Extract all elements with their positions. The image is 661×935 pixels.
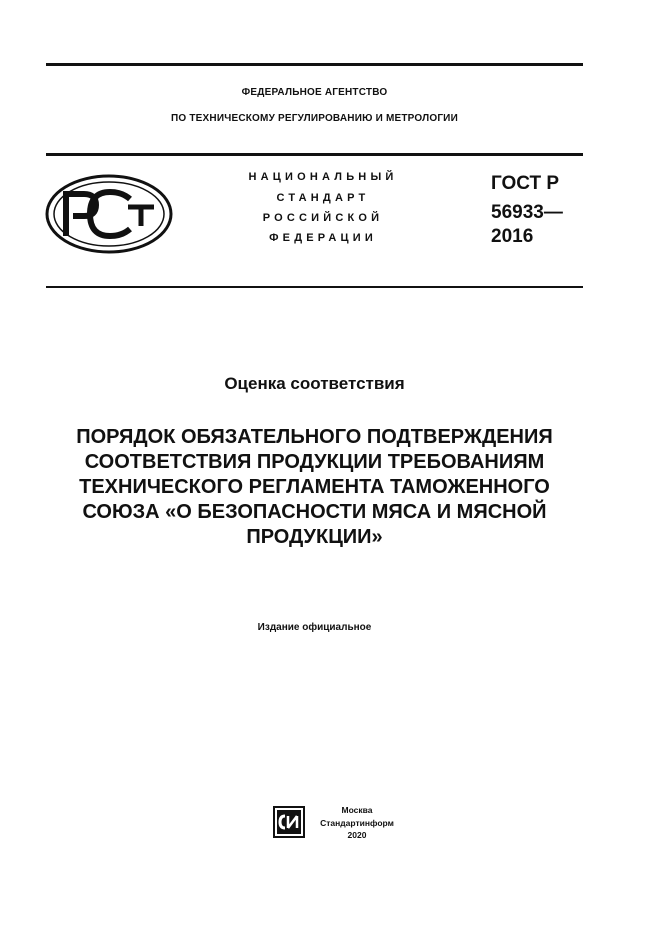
standard-code-line-1: ГОСТ Р xyxy=(491,173,560,194)
publisher-city: Москва xyxy=(341,805,373,815)
top-rule xyxy=(46,63,583,66)
standard-type-line-2: СТАНДАРТ xyxy=(276,192,370,204)
standard-code-line-2: 56933— xyxy=(491,202,563,223)
document-title xyxy=(30,425,599,550)
title-line: СОЮЗА «О БЕЗОПАСНОСТИ МЯСА И МЯСНОЙ xyxy=(82,501,547,523)
standartinform-logo-icon xyxy=(273,806,305,838)
lower-rule xyxy=(46,286,583,288)
standard-type-line-4: ФЕДЕРАЦИИ xyxy=(269,232,377,244)
publisher-name: Стандартинформ xyxy=(320,818,394,828)
agency-line-2: ПО ТЕХНИЧЕСКОМУ РЕГУЛИРОВАНИЮ И МЕТРОЛОГИИ xyxy=(171,113,458,124)
standard-code-line-3: 2016 xyxy=(491,226,534,247)
title-line: ПРОДУКЦИИ» xyxy=(246,526,383,548)
middle-rule xyxy=(46,153,583,156)
standard-type-line-3: РОССИЙСКОЙ xyxy=(262,212,384,224)
rst-certification-logo-icon xyxy=(44,174,174,254)
document-subtitle: Оценка соответствия xyxy=(224,374,405,393)
title-line: ПОРЯДОК ОБЯЗАТЕЛЬНОГО ПОДТВЕРЖДЕНИЯ xyxy=(76,426,553,448)
agency-line-1: ФЕДЕРАЛЬНОЕ АГЕНТСТВО xyxy=(241,87,388,98)
standard-type-line-1: НАЦИОНАЛЬНЫЙ xyxy=(248,171,398,183)
title-line: ТЕХНИЧЕСКОГО РЕГЛАМЕНТА ТАМОЖЕННОГО xyxy=(79,476,550,498)
title-line: СООТВЕТСТВИЯ ПРОДУКЦИИ ТРЕБОВАНИЯМ xyxy=(84,451,545,473)
edition-label: Издание официальное xyxy=(257,622,372,633)
publisher-year: 2020 xyxy=(347,830,367,840)
